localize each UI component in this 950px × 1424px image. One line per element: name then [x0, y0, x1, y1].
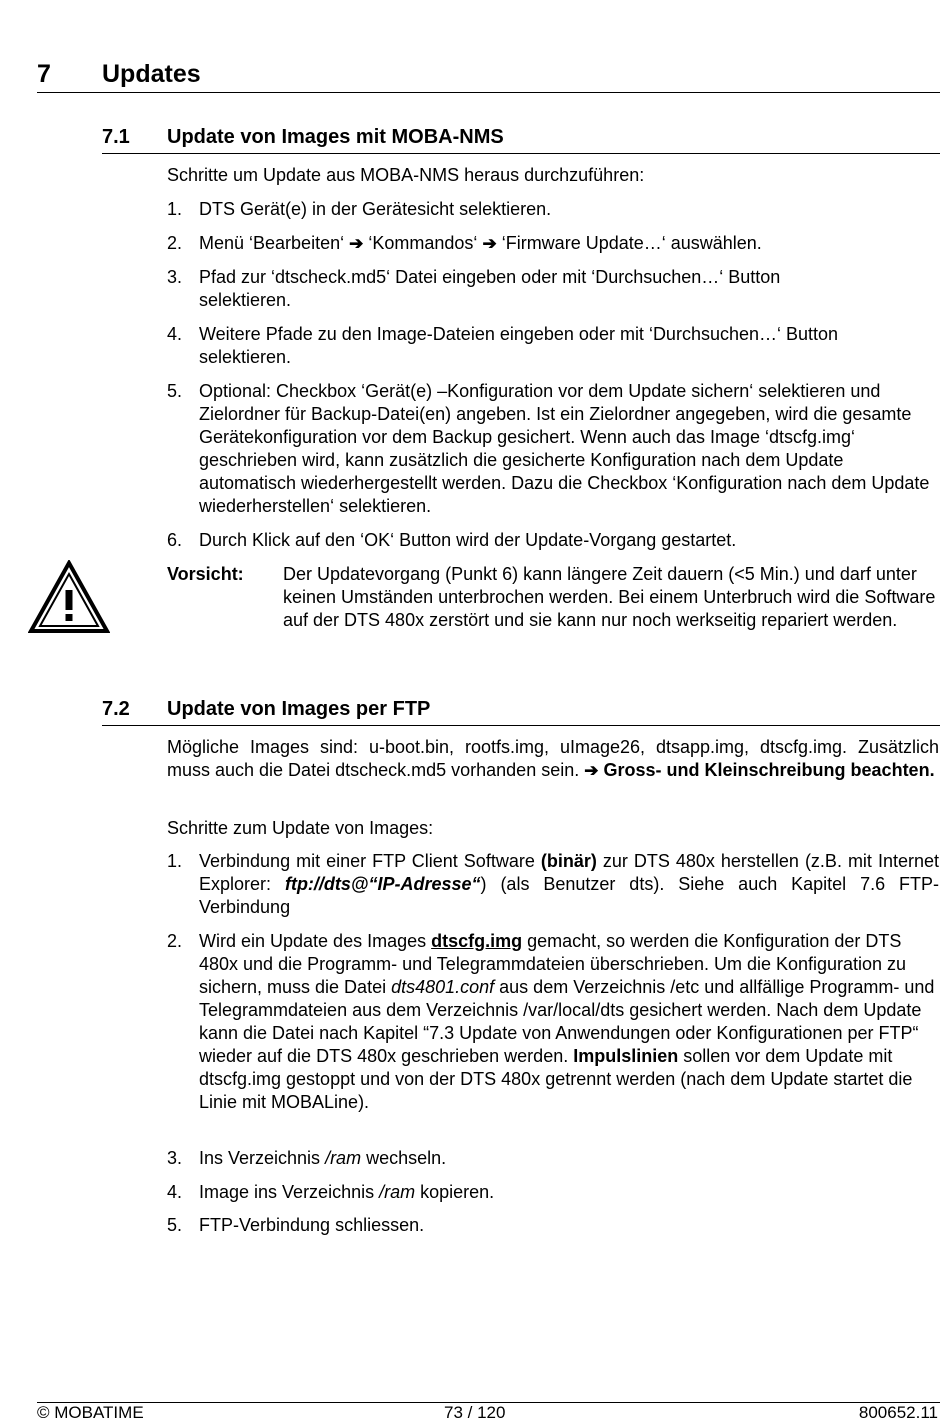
arrow-right-icon: ➔ — [584, 761, 599, 780]
list-item — [167, 1181, 939, 1204]
text-run: sollen vor dem Update mit dtscfg.img gestoppt und von der DTS 480x getrennt werden (nach dem Update startet die Linie mit MOBALine). — [199, 1046, 913, 1112]
list-item — [167, 1214, 939, 1237]
text-run: /ram — [325, 1148, 362, 1168]
text-run: zur DTS 480x herstellen (z.B. mit Internet Explorer: — [199, 851, 939, 894]
list-text: Durch Klick auf den ‘OK‘ Button wird der Update-Vorgang gestartet. — [199, 530, 737, 550]
text-run: ) (als Benutzer dts). Siehe auch Kapitel 7.6 FTP-Verbindung — [199, 874, 939, 917]
list-number: 5. — [167, 381, 183, 401]
text-run: aus dem Verzeichnis /etc und allfällige Programm- und Telegrammdateien aus dem Verzeichnis /var/local/dts gesichert werden. Nach dem Update kann die Datei nach Kapitel “7.3 Update von Anwendungen oder Konfigurationen per FTP“ wieder auf die DTS 480x geschrieben werden. — [199, 977, 935, 1066]
section-title: Update von Images per FTP — [167, 698, 431, 720]
footer-copyright: © MOBATIME — [37, 1403, 144, 1422]
list-number: 2. — [167, 233, 183, 253]
list-number: 5. — [167, 1215, 183, 1235]
menu-path-part: ‘Kommandos‘ — [368, 233, 478, 253]
list-item — [167, 930, 939, 1114]
list-number: 4. — [167, 324, 183, 344]
list-text: Optional: Checkbox ‘Gerät(e) –Konfiguration vor dem Update sichern‘ selektieren und Zielordner für Backup-Datei(en) angeben. Ist ein Zielordner angegeben, wird die gesamte Gerätekonfiguration vor dem Backup gesichert. Wenn auch das Image ‘dtscfg.img‘ geschrieben wird, kann zusätzlich die gesicherte Konfiguration nach dem Update automatisch wiederhergestellt werden. Dazu die Checkbox ‘Konfiguration nach dem Update wiederherstellen‘ selektieren. — [199, 381, 930, 516]
list-item — [167, 850, 939, 919]
list-text: FTP-Verbindung schliessen. — [199, 1215, 425, 1235]
section-intro: Schritte um Update aus MOBA-NMS heraus durchzuführen: — [167, 165, 645, 185]
text-run: wechseln. — [361, 1148, 447, 1168]
text-run: /ram — [379, 1182, 416, 1202]
chapter-title: Updates — [102, 60, 201, 88]
steps-intro: Schritte zum Update von Images: — [167, 818, 434, 838]
list-text: Weitere Pfade zu den Image-Dateien eingeben oder mit ‘Durchsuchen…‘ Button selektieren. — [199, 324, 839, 367]
text-run: gemacht, so werden die Konfiguration der DTS 480x und die Programm- und Telegrammdateien überschrieben. Um die Konfiguration zu sichern, muss die Datei — [199, 931, 907, 997]
chapter-rule — [37, 92, 940, 93]
list-number: 2. — [167, 931, 183, 951]
caution-text: Der Updatevorgang (Punkt 6) kann längere Zeit dauern (<5 Min.) und darf unter keinen Umständen unterbrochen werden. Bei einem Unterbruch wird die Software auf der DTS 480x zerstört und sie kann nur noch werkseitig repariert werden. — [283, 564, 936, 630]
chapter-number: 7 — [37, 60, 51, 88]
list-item — [167, 1147, 939, 1170]
list-number: 3. — [167, 1148, 183, 1168]
section-rule — [102, 725, 940, 726]
list-item — [167, 198, 939, 221]
text-run: dts4801.conf — [391, 977, 495, 997]
section-title: Update von Images mit MOBA-NMS — [167, 126, 504, 148]
menu-path-part: ‘Firmware Update…‘ auswählen. — [501, 233, 762, 253]
section-number: 7.1 — [102, 126, 130, 148]
section-number: 7.2 — [102, 698, 130, 720]
list-item — [167, 529, 939, 552]
list-number: 4. — [167, 1182, 183, 1202]
list-item — [167, 323, 939, 369]
list-text: DTS Gerät(e) in der Gerätesicht selektieren. — [199, 199, 552, 219]
caution-label: Vorsicht: — [167, 564, 244, 584]
warning-triangle-icon — [28, 560, 110, 634]
text-run: Verbindung mit einer FTP Client Software — [199, 851, 541, 871]
list-number: 3. — [167, 267, 183, 287]
list-item — [167, 380, 939, 518]
footer-doc-number: 800652.11 — [858, 1403, 938, 1422]
menu-path-part: Menü ‘Bearbeiten‘ — [199, 233, 345, 253]
text-run: Wird ein Update des Images — [199, 931, 432, 951]
footer-page-number: 73 / 120 — [444, 1403, 506, 1422]
section-intro — [167, 736, 939, 782]
images-intro: Mögliche Images sind: u-boot.bin, rootfs.img, uImage26, dtsapp.img, dtscfg.img. Zusätzlich muss auch die Datei dtscheck.md5 vorhanden sein. — [167, 737, 939, 780]
list-number: 1. — [167, 851, 183, 871]
text-run: dtscfg.img — [431, 931, 523, 951]
list-number: 6. — [167, 530, 183, 550]
arrow-right-icon: ➔ — [349, 234, 364, 253]
ftp-address: ftp://dts@“IP-Adresse“ — [284, 874, 481, 894]
list-item — [167, 266, 939, 312]
case-note: Gross- und Kleinschreibung beachten. — [603, 760, 935, 780]
text-run: kopieren. — [415, 1182, 495, 1202]
section-rule — [102, 153, 940, 154]
arrow-right-icon: ➔ — [482, 234, 497, 253]
list-text: Pfad zur ‘dtscheck.md5‘ Datei eingeben oder mit ‘Durchsuchen…‘ Button selektieren. — [199, 267, 781, 310]
text-run: Ins Verzeichnis — [199, 1148, 326, 1168]
text-run: Image ins Verzeichnis — [199, 1182, 380, 1202]
list-item — [167, 232, 939, 255]
text-run: Impulslinien — [573, 1046, 679, 1066]
list-number: 1. — [167, 199, 183, 219]
text-run: (binär) — [540, 851, 597, 871]
